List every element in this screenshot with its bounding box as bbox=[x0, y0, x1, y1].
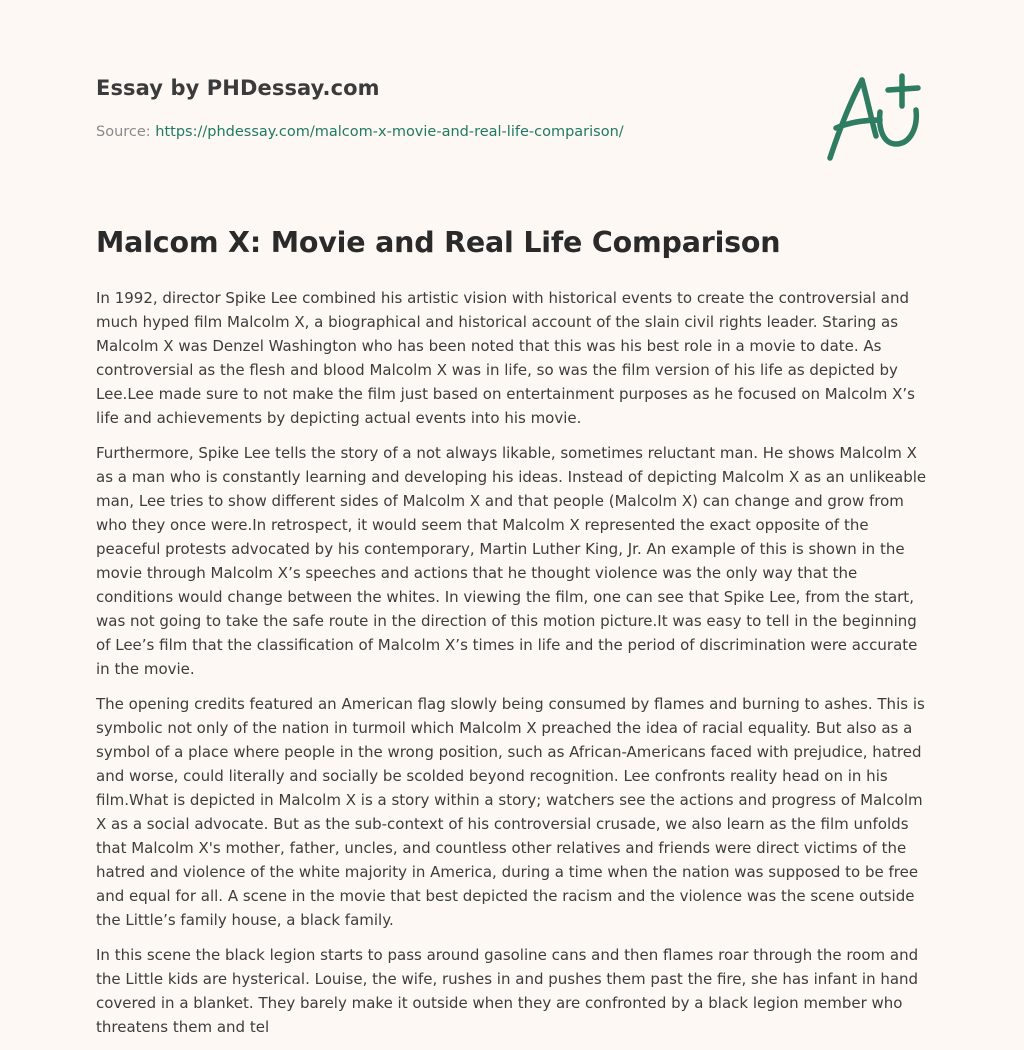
article-paragraph: In this scene the black legion starts to pass around gasoline cans and then flames roar through the room and the Little kids are hysterical. Louise, the wife, rushes in and pushes them past the fire, she has infant in hand covered in a blanket. They barely make it outside when they are confronted by a black legion member who threatens them and tel bbox=[96, 946, 919, 1036]
article-paragraph: Furthermore, Spike Lee tells the story of a not always likable, sometimes reluctant man. He shows Malcolm X as a man who is constantly learning and developing his ideas. Instead of depicting Malcolm X as an unlikeable man, Lee tries to show different sides of Malcolm X and that people (Malcolm X) can change and grow from who they once were.In retrospect, it would seem that Malcolm X represented the exact opposite of the peaceful protests advocated by his contemporary, Martin Luther King, Jr. An example of this is shown in the movie through Malcolm X’s speeches and actions that he thought violence was the only way that the conditions would change between the whites. In viewing the film, one can see that Spike Lee, from the start, was not going to take the safe route in the direction of this motion picture.It was easy to tell in the beginning of Lee’s film that the classification of Malcolm X’s times in life and the period of discrimination were accurate in the movie. bbox=[96, 444, 927, 678]
article-paragraph: The opening credits featured an American flag slowly being consumed by flames and burning to ashes. This is symbolic not only of the nation in turmoil which Malcolm X preached the idea of racial equality. But also as a symbol of a place where people in the wrong position, such as African-Americans faced with prejudice, hatred and worse, could literally and socially be scolded beyond recognition. Lee confronts reality head on in his film.What is depicted in Malcolm X is a story within a story; watchers see the actions and progress of Malcolm X as a social advocate. But as the sub-context of his controversial crusade, we also learn as the film unfolds that Malcolm X's mother, father, uncles, and countless other relatives and friends were direct victims of the hatred and violence of the white majority in America, during a time when the nation was supposed to be free and equal for all. A scene in the movie that best depicted the racism and the violence was the scene outside the Little’s family house, a black family. bbox=[96, 695, 925, 929]
article-paragraph: In 1992, director Spike Lee combined his artistic vision with historical events to create the controversial and much hyped film Malcolm X, a biographical and historical account of the slain civil rights leader. Staring as Malcolm X was Denzel Washington who has been noted that this was his best role in a movie to date. As controversial as the flesh and blood Malcolm X was in life, so was the film version of his life as depicted by Lee.Lee made sure to not make the film just based on entertainment purposes as he focused on Malcolm X’s life and achievements by depicting actual events into his movie. bbox=[96, 289, 915, 427]
article-body bbox=[96, 286, 932, 1050]
source-line bbox=[96, 124, 624, 140]
article-title: Malcom X: Movie and Real Life Comparison bbox=[96, 226, 781, 259]
source-label: Source: bbox=[96, 124, 156, 140]
site-brand: Essay by PHDessay.com bbox=[96, 76, 380, 100]
source-link[interactable]: https://phdessay.com/malcom-x-movie-and-real-life-comparison/ bbox=[155, 124, 624, 140]
a-plus-logo-icon bbox=[818, 64, 928, 164]
